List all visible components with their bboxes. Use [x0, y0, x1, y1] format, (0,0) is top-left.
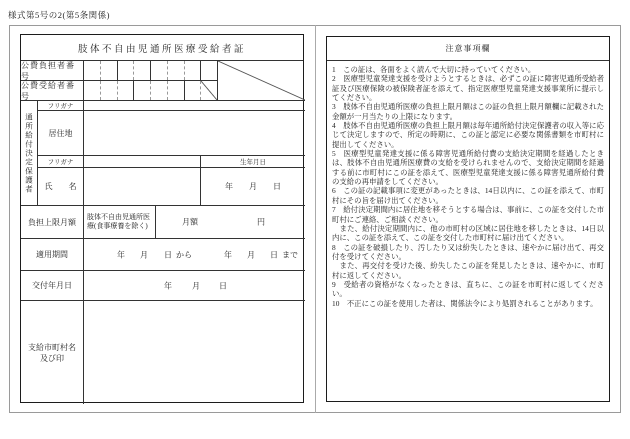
copay-type-label [84, 206, 156, 238]
page-fold-divider [315, 25, 316, 413]
year-unit: 年 [164, 281, 172, 290]
digit-box [118, 61, 135, 80]
digit-box [151, 81, 168, 100]
note-item: 7 給付決定期間内に居住地を移そうとする場合は、事前に、この証を交付した市町村にご連絡、ご相談ください。 [332, 205, 604, 224]
validity-period-label: 適用期間 [21, 239, 84, 270]
certificate-card [20, 34, 304, 403]
month-unit: 月 [192, 281, 200, 290]
municipality-label-line1: 支給市町村名 [28, 342, 76, 352]
note-item: 5 医療型児童発達支援に係る障害児通所給付費の支給決定期間を経過したときは、肢体不自由児通所医療費の支給を受けられませんので、支給決定期間を経過する前に市町村にこの証を添えて、医療型児童発達支援に係る障害児通所給付費の支給の再申請をしてください。 [332, 149, 604, 187]
year-unit: 年 [117, 250, 125, 259]
note-item: 4 肢体不自由児通所医療の負担上限月額は毎年通所給付決定保護者の収入等に応じて決定しますので、所定の時期に、この証と認定に必要な関係書類を市町村に提出してください。 [332, 121, 604, 149]
name-field [84, 168, 201, 205]
digit-box [185, 61, 202, 80]
digit-box [84, 81, 101, 100]
day-unit: 日 [164, 250, 172, 259]
digit-box [168, 81, 185, 100]
copay-type-line2: 療(食事療養を除く) [87, 222, 148, 230]
year-unit: 年 [224, 250, 232, 259]
until-label: まで [282, 250, 298, 259]
from-label: から [176, 250, 192, 259]
digit-box [118, 81, 135, 100]
furigana-field [84, 156, 201, 167]
note-item: 6 この証の記載事項に変更があったときは、14日以内に、この証を添えて、市町村にその旨を届け出てください。 [332, 186, 604, 205]
copay-limit-row [21, 206, 305, 239]
furigana-label: フリガナ [38, 101, 84, 110]
issue-date-label: 交付年月日 [21, 271, 84, 300]
residence-field [84, 111, 305, 155]
payer-number-digit-boxes [84, 61, 217, 80]
digit-box-struck [201, 81, 217, 100]
month-unit: 月 [247, 250, 255, 259]
copay-limit-label: 負担上限月額 [21, 206, 84, 238]
validity-period-field [84, 239, 305, 270]
furigana-row-1 [38, 101, 305, 111]
month-unit: 月 [140, 250, 148, 259]
birthdate-field [201, 168, 305, 205]
municipality-row [21, 301, 305, 404]
day-unit: 日 [270, 250, 278, 259]
note-item: 8 この証を破損したり、汚したり又は紛失したときは、速やかに届け出て、再交付を受けてください。 [332, 242, 604, 261]
monthly-amount-label: 月額 [182, 217, 198, 227]
issue-date-field [84, 271, 305, 300]
recipient-number-digit-boxes [84, 81, 217, 100]
digit-box [84, 61, 101, 80]
month-unit: 月 [249, 182, 257, 191]
residence-row [38, 111, 305, 156]
payer-number-label: 公費負担者番号 [21, 61, 84, 80]
form-number-label: 様式第5号の2(第5条関係) [8, 10, 110, 20]
recipient-number-label: 公費受給者番号 [21, 81, 84, 100]
guardian-section-vertical-label: 通所給付決定保護者 [21, 101, 38, 206]
note-item: 1 この証は、各面をよく読んで大切に持っていてください。 [332, 65, 536, 74]
name-label: 氏 名 [38, 168, 84, 205]
note-item: 3 肢体不自由児通所医療の負担上限月額はこの証の負担上限月額欄に記載された金額が一月当たりの上限になります。 [332, 102, 604, 121]
residence-label: 居住地 [38, 111, 84, 155]
furigana-row-2 [38, 156, 305, 168]
strikethrough-blank-area [218, 61, 305, 101]
notes-title: 注意事項欄 [327, 37, 609, 61]
digit-box [151, 61, 168, 80]
copay-amount-field [156, 206, 305, 238]
note-item: 10 不正にこの証を使用した者は、関係法令により処罰されることがあります。 [332, 298, 598, 308]
municipality-seal-field [84, 301, 305, 404]
digit-box [201, 61, 217, 80]
note-item: また、給付決定期間内に、他の市町村の区域に居住地を移したときは、14日以内に、この証を添えて、この証を交付した市町村に届け出てください。 [332, 223, 604, 243]
digit-box [101, 61, 118, 80]
copay-type-line1: 肢体不自由児通所医 [87, 212, 150, 221]
note-item: また、再交付を受けた後、紛失したこの証を発見したときは、速やかに、市町村に返してください。 [332, 261, 604, 280]
digit-box [101, 81, 118, 100]
digit-box [185, 81, 202, 100]
payer-number-row [21, 61, 218, 81]
name-row [38, 168, 305, 206]
yen-unit: 円 [257, 217, 265, 227]
note-item: 9 受給者の資格がなくなったときは、直ちに、この証を市町村に返してください。 [332, 279, 604, 299]
notes-card [326, 36, 610, 402]
recipient-number-row [21, 81, 218, 101]
year-unit: 年 [225, 182, 233, 191]
municipality-label [21, 301, 84, 404]
digit-box [134, 81, 151, 100]
issue-date-row [21, 271, 305, 301]
municipality-label-line2: 及び印 [40, 353, 64, 363]
day-unit: 日 [219, 281, 227, 290]
birthdate-header: 生年月日 [240, 159, 266, 166]
notes-body [327, 61, 609, 403]
furigana-label: フリガナ [38, 156, 84, 167]
certificate-title: 肢体不自由児通所医療受給者証 [21, 35, 303, 61]
note-item: 2 医療型児童発達支援を受けようとするときは、必ずこの証に障害児通所受給者証及び医療保険の被保険者証を添えて、指定医療型児童発達支援事業所に提示してください。 [332, 74, 604, 103]
digit-box [134, 61, 151, 80]
day-unit: 日 [273, 182, 281, 191]
validity-period-row [21, 239, 305, 271]
digit-box [168, 61, 185, 80]
furigana-field [84, 101, 305, 110]
